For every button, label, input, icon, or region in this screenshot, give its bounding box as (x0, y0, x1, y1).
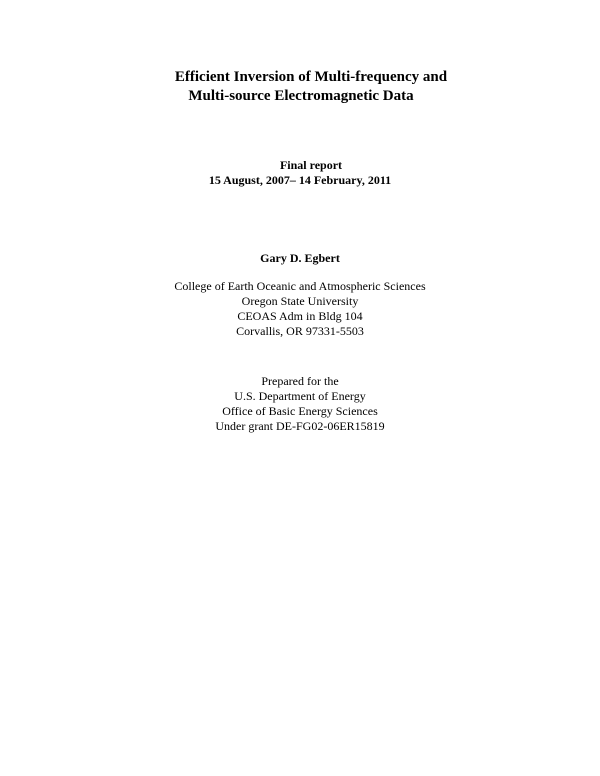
author-name: Gary D. Egbert (260, 251, 340, 265)
prepared-for-block (0, 374, 600, 434)
affiliation-college: College of Earth Oceanic and Atmospheric Sciences (174, 279, 426, 293)
report-heading: Final report (279, 158, 343, 172)
prepared-for-agency: U.S. Department of Energy (234, 389, 366, 403)
document-title (0, 68, 600, 106)
report-info (0, 158, 600, 188)
title-line-1: Efficient Inversion of Multi-frequency and (174, 69, 448, 85)
prepared-for-label: Prepared for the (261, 374, 339, 388)
prepared-for-office: Office of Basic Energy Sciences (222, 404, 378, 418)
report-period: 15 August, 2007– 14 February, 2011 (208, 173, 392, 187)
grant-number: Under grant DE-FG02-06ER15819 (215, 419, 385, 433)
affiliation-university: Oregon State University (241, 294, 359, 308)
author-affiliation (0, 279, 600, 339)
title-line-2: Multi-source Electromagnetic Data (188, 88, 414, 104)
affiliation-city: Corvallis, OR 97331-5503 (236, 324, 364, 338)
affiliation-building: CEOAS Adm in Bldg 104 (237, 309, 363, 323)
